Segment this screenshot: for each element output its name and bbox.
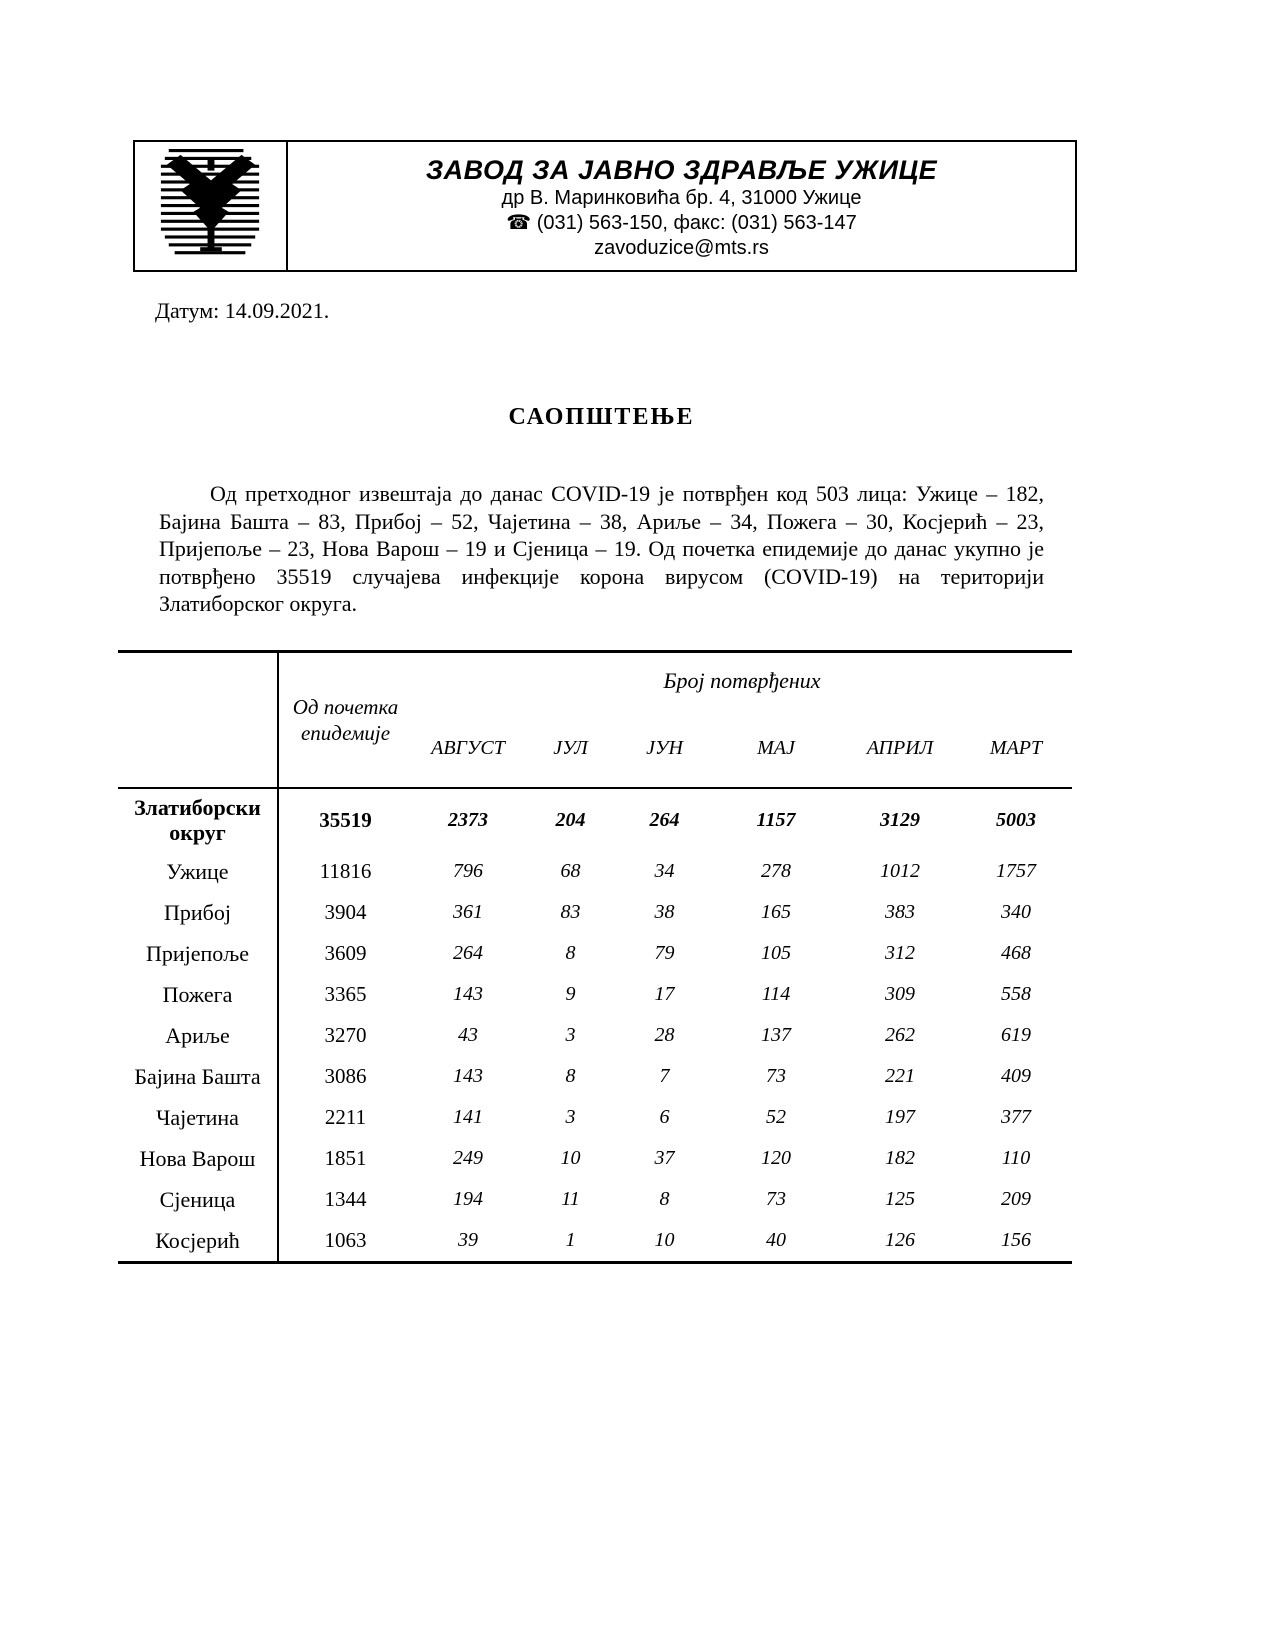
value-month: 409 <box>1001 1065 1032 1087</box>
value-month: 7 <box>659 1065 670 1087</box>
value-month: 340 <box>1001 901 1032 923</box>
org-name: ЗАВОД ЗА ЈАВНО ЗДРАВЉЕ УЖИЦЕ <box>425 154 938 185</box>
value-month: 10 <box>560 1147 581 1169</box>
municipality-name: Сјеница <box>118 1179 278 1220</box>
value-month: 8 <box>659 1188 670 1210</box>
corner-cell <box>118 652 278 789</box>
value-month: 79 <box>654 942 675 964</box>
value-since-start: 2211 <box>324 1105 367 1129</box>
table-row <box>118 1138 1072 1179</box>
header-april: АПРИЛ <box>840 709 960 788</box>
value-month: 204 <box>555 808 586 831</box>
value-month: 156 <box>1001 1229 1032 1251</box>
table-row <box>118 892 1072 933</box>
institute-logo-icon <box>156 149 266 264</box>
letterhead <box>133 140 1077 272</box>
municipality-name: Ужице <box>118 851 278 892</box>
header-since-start: Од почетка епидемије <box>278 652 412 789</box>
value-month: 209 <box>1001 1188 1032 1210</box>
value-since-start: 3270 <box>324 1023 367 1047</box>
value-month: 383 <box>885 901 915 923</box>
value-month: 11 <box>561 1188 580 1210</box>
value-month: 3129 <box>880 808 920 831</box>
value-month: 17 <box>654 983 675 1005</box>
value-month: 39 <box>458 1229 478 1251</box>
value-month: 28 <box>654 1024 675 1046</box>
municipality-name: Бајина Башта <box>118 1056 278 1097</box>
value-month: 43 <box>458 1024 478 1046</box>
value-month: 197 <box>885 1106 915 1128</box>
value-since-start: 3086 <box>324 1064 367 1088</box>
value-since-start: 1344 <box>324 1187 367 1211</box>
municipality-name: Чајетина <box>118 1097 278 1138</box>
value-month: 125 <box>885 1188 915 1210</box>
municipality-name: Прибој <box>118 892 278 933</box>
municipality-name: Пријепоље <box>118 933 278 974</box>
header-confirmed-count: Број потврђених <box>663 668 821 693</box>
value-month: 182 <box>885 1147 915 1169</box>
body-paragraph: Од претходног извештаја до данас COVID-19 је потврђен код 503 лица: Ужице – 182, Бајина Башта – 83, Прибој – 52, Чајетина – 38, Ариље – 34, Пожега – 30, Косјерић – 23, Пријепоље – 23, Нова Варош – 19 и Сјеница – 19. Од почетка епидемије до данас укупно је потврђено 35519 случајева инфекције корона вирусом (COVID-19) на територији Златиборског округа. <box>159 481 1044 617</box>
value-month: 796 <box>453 860 483 882</box>
table-row <box>118 851 1072 892</box>
value-since-start: 3365 <box>324 982 367 1006</box>
value-month: 1157 <box>756 808 796 831</box>
value-month: 143 <box>453 983 483 1005</box>
date-line: Датум: 14.09.2021. <box>155 298 330 323</box>
value-month: 143 <box>453 1065 483 1087</box>
value-since-start: 3609 <box>324 941 367 965</box>
value-month: 264 <box>649 808 680 831</box>
table-row <box>118 974 1072 1015</box>
value-month: 264 <box>453 942 483 964</box>
value-month: 105 <box>761 942 791 964</box>
value-month: 468 <box>1001 942 1032 964</box>
value-since-start: 35519 <box>319 807 372 832</box>
org-email: zavoduzice@mts.rs <box>594 236 769 259</box>
value-month: 73 <box>766 1065 786 1087</box>
table-row <box>118 1015 1072 1056</box>
municipality-name: Косјерић <box>118 1220 278 1263</box>
value-month: 73 <box>766 1188 786 1210</box>
value-month: 38 <box>654 901 675 923</box>
table-row <box>118 933 1072 974</box>
value-since-start: 3904 <box>324 900 367 924</box>
value-month: 2373 <box>448 808 488 831</box>
table-header-row-top <box>118 652 1072 710</box>
document-title: САОПШТЕЊЕ <box>508 404 695 430</box>
title-wrap <box>159 404 1044 431</box>
value-month: 165 <box>761 901 791 923</box>
value-month: 10 <box>654 1229 675 1251</box>
value-since-start: 1063 <box>324 1228 367 1252</box>
value-month: 114 <box>761 983 791 1005</box>
value-month: 194 <box>453 1188 483 1210</box>
value-month: 126 <box>885 1229 915 1251</box>
value-month: 8 <box>565 1065 576 1087</box>
value-month: 9 <box>565 983 576 1005</box>
value-month: 278 <box>761 860 791 882</box>
value-month: 1012 <box>880 860 920 882</box>
value-month: 68 <box>560 860 581 882</box>
value-month: 83 <box>560 901 581 923</box>
header-july: ЈУЛ <box>524 709 617 788</box>
value-since-start: 1851 <box>324 1146 367 1170</box>
value-month: 8 <box>565 942 576 964</box>
value-month: 3 <box>565 1024 576 1046</box>
municipality-name: Златиборски округ <box>118 788 278 851</box>
header-may: МАЈ <box>712 709 840 788</box>
header-march: МАРТ <box>960 709 1072 788</box>
value-month: 558 <box>1001 983 1032 1005</box>
org-address: др В. Маринковића бр. 4, 31000 Ужице <box>501 186 862 209</box>
municipality-name: Пожега <box>118 974 278 1015</box>
header-june: ЈУН <box>617 709 712 788</box>
value-month: 309 <box>885 983 915 1005</box>
logo-cell <box>135 142 288 270</box>
table-row <box>118 1179 1072 1220</box>
letterhead-text <box>288 142 1075 270</box>
value-month: 377 <box>1001 1106 1032 1128</box>
value-month: 110 <box>1001 1147 1031 1169</box>
covid-stats-table <box>118 650 1072 1264</box>
value-month: 1757 <box>996 860 1037 882</box>
org-phone-fax: ☎ (031) 563-150, факс: (031) 563-147 <box>506 211 857 234</box>
municipality-name: Нова Варош <box>118 1138 278 1179</box>
value-month: 52 <box>766 1106 786 1128</box>
value-month: 6 <box>659 1106 670 1128</box>
table-body <box>118 788 1072 1263</box>
table-row <box>118 1056 1072 1097</box>
value-month: 141 <box>453 1106 483 1128</box>
value-month: 137 <box>761 1024 791 1046</box>
value-month: 3 <box>565 1106 576 1128</box>
value-month: 619 <box>1001 1024 1032 1046</box>
value-month: 5003 <box>996 808 1037 831</box>
value-month: 37 <box>654 1147 675 1169</box>
value-month: 40 <box>766 1229 786 1251</box>
value-month: 361 <box>453 901 483 923</box>
value-month: 120 <box>761 1147 791 1169</box>
table-row <box>118 1220 1072 1263</box>
value-month: 1 <box>565 1229 576 1251</box>
municipality-name: Ариље <box>118 1015 278 1056</box>
table-row <box>118 1097 1072 1138</box>
value-month: 262 <box>885 1024 915 1046</box>
value-month: 221 <box>885 1065 915 1087</box>
header-august: АВГУСТ <box>412 709 524 788</box>
value-month: 34 <box>654 860 675 882</box>
table-row <box>118 788 1072 851</box>
value-month: 249 <box>453 1147 483 1169</box>
value-since-start: 11816 <box>319 859 372 883</box>
value-month: 312 <box>885 942 915 964</box>
